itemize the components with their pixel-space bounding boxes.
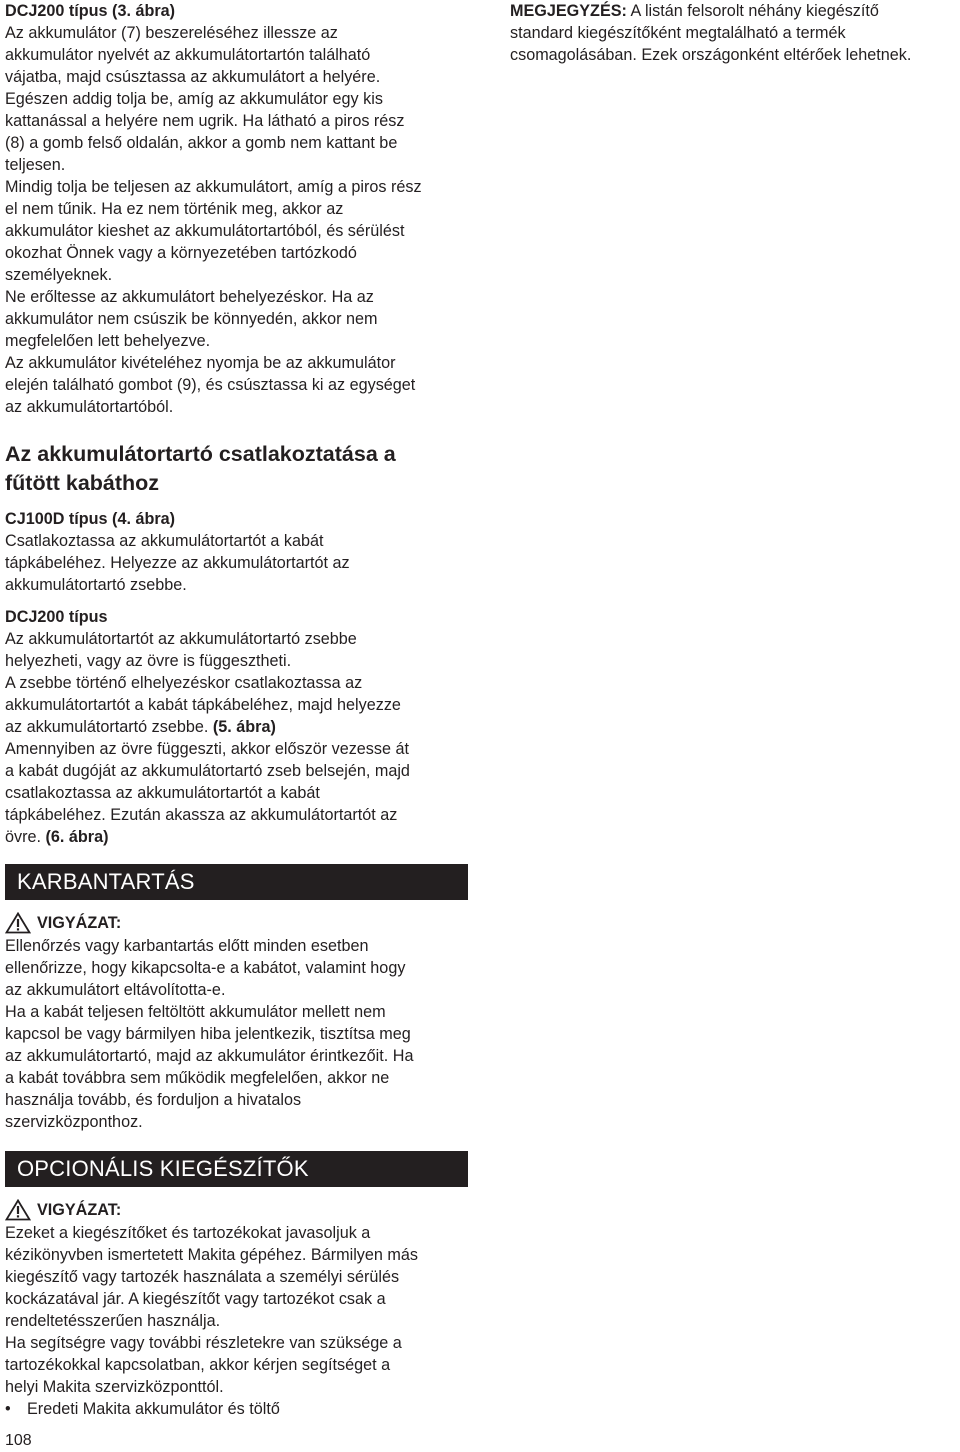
dcj200-heading: DCJ200 típus (3. ábra) [5,2,176,20]
text-line: az akkumulátortartó, majd az akkumulátor érintkezőit. Ha [5,1047,414,1065]
text-line: akkumulátor kieshet az akkumulátortartóból, és sérülést [5,222,405,240]
dcj200-paragraph-2 [5,672,468,738]
text-line: Ne erőltesse az akkumulátort behelyezéskor. Ha az [5,288,374,306]
maintenance-paragraph-2 [5,1001,468,1133]
text-line [510,0,955,22]
section-title-line: Az akkumulátortartó csatlakoztatása a [5,442,396,466]
accessories-paragraph-2 [5,1332,468,1398]
text-line: Ha a kabát teljesen feltöltött akkumulátor mellett nem [5,1003,386,1021]
battery-push-paragraph [5,176,468,286]
figure-reference: (5. ábra) [212,718,276,736]
section-title-line: fűtött kabáthoz [5,471,160,495]
right-column [510,0,955,66]
text-line: vájatba, majd csúsztassa az akkumulátort a helyére. [5,68,381,86]
text-line [5,716,468,738]
text-line: a kabát dugóját az akkumulátortartó zseb belsején, majd [5,762,410,780]
warning-caution [5,912,468,934]
text-line: megfelelően lett behelyezve. [5,332,211,350]
accessories-paragraph-1 [5,1222,468,1332]
text-line: el nem tűnik. Ha ez nem történik meg, akkor az [5,200,344,218]
text-line: a kabát továbbra sem működik megfelelően, akkor ne [5,1069,390,1087]
text-line: helyi Makita szervizközponttól. [5,1378,224,1396]
text-line: akkumulátortartót a kabát tápkábeléhez, majd helyezze [5,696,401,714]
text-line: (8) a gomb felső oldalán, akkor a gomb nem kattant be [5,134,398,152]
maintenance-title: KARBANTARTÁS [17,869,195,894]
text-line: Az akkumulátor kivételéhez nyomja be az akkumulátor [5,354,396,372]
text-line: kézikönyvben ismertetett Makita gépéhez. Bármilyen más [5,1246,418,1264]
dcj200-paragraph-3 [5,738,468,848]
text-line: használja tovább, és forduljon a hivatalos [5,1091,302,1109]
figure-reference: (6. ábra) [45,828,109,846]
text-line: Ezeket a kiegészítőket és tartozékokat javasoljuk a [5,1224,371,1242]
battery-remove-paragraph [5,352,468,418]
text-line: az akkumulátortartóból. [5,398,174,416]
dcj200-paragraph-1 [5,628,468,672]
text-line: A zsebbe történő elhelyezéskor csatlakoztassa az [5,674,363,692]
page-number: 108 [5,1432,32,1449]
accessories-title: OPCIONÁLIS KIEGÉSZÍTŐK [17,1156,309,1181]
warning-triangle-icon [5,1199,31,1221]
warning-label: VIGYÁZAT: [37,1201,122,1219]
list-item [5,1398,468,1420]
battery-force-paragraph [5,286,468,352]
text-line: személyeknek. [5,266,113,284]
text-fragment: övre. [5,828,46,846]
text-line: kockázatával jár. A kiegészítőt vagy tartozékot csak a [5,1290,386,1308]
text-line: elején található gombot (9), és csúsztassa ki az egységet [5,376,416,394]
text-line: Az akkumulátortartót az akkumulátortartó zsebbe [5,630,357,648]
warning-triangle-icon [5,912,31,934]
text-line: ellenőrizze, hogy kikapcsolta-e a kabátot, valamint hogy [5,959,406,977]
text-line: Mindig tolja be teljesen az akkumulátort, amíg a piros rész [5,178,422,196]
text-line: akkumulátor nyelvét az akkumulátortartón található [5,46,371,64]
text-line: helyezheti, vagy az övre is függesztheti. [5,652,292,670]
text-line: rendeltetésszerűen használja. [5,1312,221,1330]
text-fragment: az akkumulátortartó zsebbe. [5,718,213,736]
section-title-connecting [5,440,468,498]
text-line: kattanással a helyére nem ugrik. Ha látható a piros rész [5,112,405,130]
text-line: csatlakoztassa az akkumulátortartót a kabát [5,784,320,802]
text-line: kapcsol be vagy bármilyen hiba jelentkezik, tisztítsa meg [5,1025,411,1043]
text-line: tartozékokkal kapcsolatban, akkor kérjen segítséget a [5,1356,391,1374]
warning-caution-2 [5,1199,468,1221]
text-line: tápkábeléhez. Helyezze az akkumulátortartót az [5,554,350,572]
note-paragraph [510,0,955,66]
text-line: Az akkumulátor (7) beszereléséhez illessze az [5,24,338,42]
text-line: teljesen. [5,156,66,174]
battery-install-paragraph [5,22,468,176]
cj100d-paragraph [5,530,468,596]
text-line: Egészen addig tolja be, amíg az akkumulátor egy kis [5,90,383,108]
bullet-icon: • [5,1400,11,1418]
text-line: akkumulátor nem csúszik be könnyedén, akkor nem [5,310,378,328]
text-line: Csatlakoztassa az akkumulátortartót a kabát [5,532,324,550]
text-fragment: A listán felsorolt néhány kiegészítő [626,2,879,20]
text-line: kiegészítő vagy tartozék használata a személyi sérülés [5,1268,400,1286]
list-item-text: Eredeti Makita akkumulátor és töltő [27,1400,280,1418]
text-line: az akkumulátort eltávolította-e. [5,981,226,999]
dcj200-heading-2: DCJ200 típus [5,608,108,626]
text-line: csomagolásában. Ezek országonként eltérőek lehetnek. [510,46,912,64]
text-line [5,826,468,848]
warning-label: VIGYÁZAT: [37,914,122,932]
text-line: okozhat Önnek vagy a környezetében tartózkodó [5,244,357,262]
note-label: MEGJEGYZÉS: [510,2,627,20]
maintenance-paragraph-1 [5,935,468,1001]
text-line: tápkábeléhez. Ezután akassza az akkumulátortartót az [5,806,398,824]
text-line: akkumulátortartó zsebbe. [5,576,187,594]
text-line: szervizközponthoz. [5,1113,143,1131]
left-column [5,0,468,1420]
cj100d-heading: CJ100D típus (4. ábra) [5,510,176,528]
text-line: standard kiegészítőként megtalálható a termék [510,24,846,42]
accessories-title-band [5,1151,468,1187]
maintenance-title-band [5,864,468,900]
text-line: Amennyiben az övre függeszti, akkor először vezesse át [5,740,409,758]
text-line: Ellenőrzés vagy karbantartás előtt minden esetben [5,937,369,955]
text-line: Ha segítségre vagy további részletekre van szüksége a [5,1334,402,1352]
